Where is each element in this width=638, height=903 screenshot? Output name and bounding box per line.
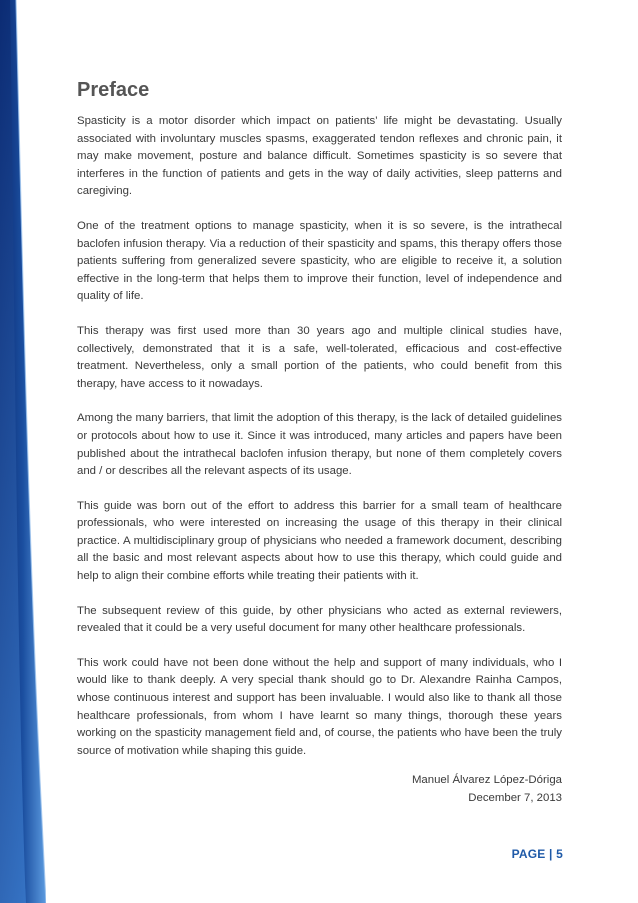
document-content [77, 76, 562, 808]
signature-date: December 7, 2013 [468, 792, 562, 804]
left-decorative-swoosh [0, 0, 46, 903]
paragraph-2: One of the treatment options to manage spasticity, when it is so severe, is the intrathecal baclofen infusion therapy. Via a reduction of their spasticity and spams, this therapy offers those patients suffering from generalized severe spasticity, who are eligible to receive it, a solution effective in the long-term that helps them to improve their function, level of independence and quality of life. [77, 219, 562, 303]
paragraph-7: This work could have not been done without the help and support of many individuals, who I would like to thank deeply. A very special thank should go to Dr. Alexandre Rainha Campos, whose continuous interest and support has been invaluable. I would also like to thank all those healthcare professionals, from whom I have learnt so many things, thorough these years working on the spasticity management field and, of course, the patients who have been the truly source of motivation while shaping this guide. [77, 656, 562, 757]
paragraph-6: The subsequent review of this guide, by other physicians who acted as external reviewers, revealed that it could be a very useful document for many other healthcare professionals. [77, 604, 562, 635]
paragraph-3: This therapy was first used more than 30 years ago and multiple clinical studies have, collectively, demonstrated that it is a safe, well-tolerated, efficacious and cost-effective treatment. Nevertheless, only a small portion of the patients, who could benefit from this therapy, have access to it nowadays. [77, 324, 562, 390]
signature-block [77, 772, 562, 807]
page-title: Preface [77, 79, 150, 101]
signature-author: Manuel Álvarez López-Dóriga [411, 774, 562, 787]
page-number-footer: PAGE | 5 [511, 847, 563, 861]
paragraph-1: Spasticity is a motor disorder which impact on patients’ life might be devastating. Usually associated with involuntary muscles spasms, exaggerated tendon reflexes and chronic pain, it may make movement, posture and balance difficult. Sometimes spasticity is so severe that interferes in the function of patients and gets in the way of daily activities, sleep patterns and caregiving. [77, 115, 562, 198]
paragraph-4: Among the many barriers, that limit the adoption of this therapy, is the lack of detailed guidelines or protocols about how to use it. Since it was introduced, many articles and papers have been published about the intrathecal baclofen infusion therapy, but none of them completely covers and / or describes all the relevant aspects of its usage. [77, 412, 562, 478]
paragraph-5: This guide was born out of the effort to address this barrier for a small team of healthcare professionals, who were interested on increasing the usage of this therapy in their clinical practice. A multidisciplinary group of physicians who needed a framework document, describing all the basic and most relevant aspects about how to use this therapy, which could guide and help to align their combine efforts while treating their patients with it. [77, 499, 562, 583]
